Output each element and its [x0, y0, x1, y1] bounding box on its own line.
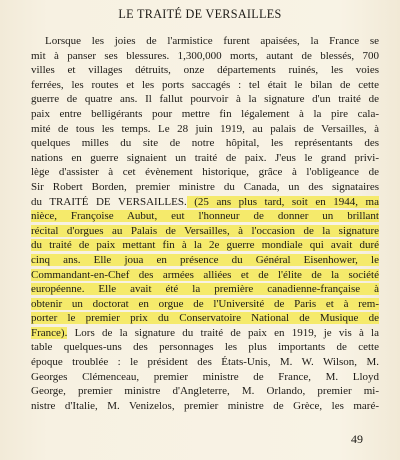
text-line: paix entre belligérants pour mettre fin légalement à la pire cala-: [31, 107, 379, 120]
text-line: table quelques-uns des personnages les plus importants de cette: [31, 341, 379, 354]
text-line: George, premier ministre d'Angleterre, M. Orlando, premier mi-: [31, 385, 379, 398]
highlighted-line: [31, 238, 379, 253]
highlighted-text: Commandant-en-Chef des armées alliées et de l'élite de la société: [31, 268, 379, 281]
body-text: [31, 34, 379, 413]
text-line: époque troublée : le président des États-Unis, M. W. Wilson, M.: [31, 356, 379, 369]
highlighted-text: récital d'orgues au Palais de Versailles, à l'occasion de la signature: [31, 224, 379, 237]
text-line: guerre de quatre ans. Il fallut pourvoir à la signature d'un traité de: [31, 93, 379, 106]
highlighted-text: nièce, Françoise Aubut, eut l'honneur de donner un brillant: [31, 210, 379, 223]
text-line: mité de tous les temps. Le 28 juin 1919, au palais de Versailles, à: [31, 122, 379, 135]
highlighted-text: porter le premier prix du Conservatoire National de Musique de: [31, 312, 379, 325]
text-segment: Lors de la signature du traité de paix en 1919, je vis à la: [67, 326, 379, 339]
highlighted-text: cinq ans. Elle joua en présence du Général Eisenhower, le: [31, 253, 379, 266]
text-line: Lorsque les joies de l'armistice furent apaisées, la France se: [45, 35, 379, 47]
highlighted-text: européenne. Elle avait été la première canadienne-française à: [31, 283, 379, 296]
text-line: nistre d'Italie, M. Venizelos, premier ministre de Grèce, les maré-: [31, 399, 379, 412]
highlighted-line: [31, 297, 379, 312]
highlighted-text: (25 ans plus tard, soit en 1944, ma: [186, 195, 379, 208]
text-line: Georges Clémenceau, premier ministre de France, M. Lloyd: [31, 370, 379, 383]
highlighted-line: [31, 209, 379, 224]
page-title: LE TRAITÉ DE VERSAILLES: [118, 7, 282, 21]
highlighted-text: obtenir un doctorat en orgue de l'Université de Paris et à rem-: [31, 297, 379, 310]
text-line: villes et villages détruits, onze départements ruinés, les voies: [31, 64, 379, 77]
highlighted-line: [31, 224, 379, 239]
text-line: [31, 326, 379, 341]
highlighted-line: [31, 268, 379, 283]
highlighted-line: [31, 282, 379, 297]
highlighted-text: France).: [31, 326, 68, 339]
text-segment: du TRAITÉ DE VERSAILLES.: [31, 195, 187, 208]
highlighted-text: du traité de paix mettant fin à la 2e guerre mondiale qui avait duré: [31, 239, 379, 252]
text-line: ferrées, les routes et les ports saccagés : tel était le bilan de cette: [31, 78, 379, 91]
text-line: Sir Robert Borden, premier ministre du Canada, un des signataires: [31, 180, 379, 193]
page-number: 49: [351, 432, 363, 446]
text-line: lège d'assister à cet évènement historique, grâce à l'obligeance de: [31, 166, 379, 179]
text-line: mit à panser ses blessures. 1,300,000 morts, autant de blessés, 700: [31, 49, 379, 62]
text-line: [31, 195, 379, 210]
text-line: quelques milles du site de notre hôpital, les représentants des: [31, 137, 379, 150]
text-line: nations en guerre signaient un traité de paix. J'eus le grand privi-: [31, 151, 379, 164]
highlighted-line: [31, 253, 379, 268]
highlighted-line: [31, 311, 379, 326]
